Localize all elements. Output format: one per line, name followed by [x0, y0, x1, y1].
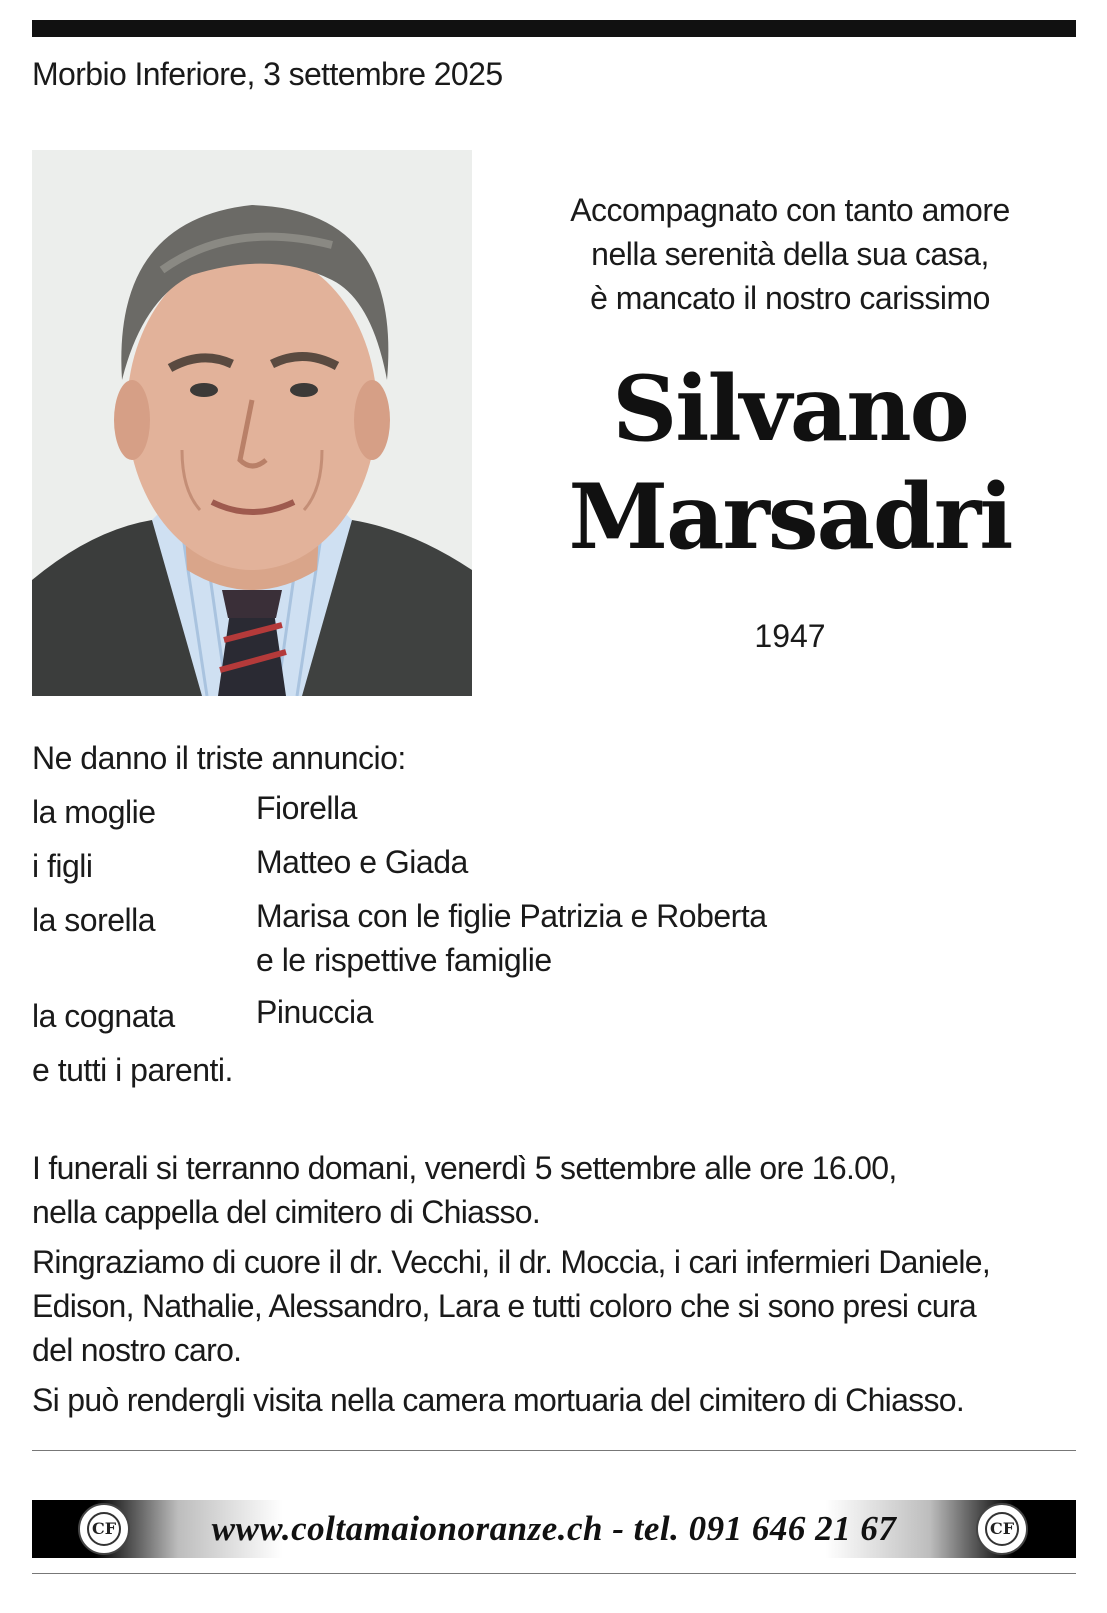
deceased-name: [520, 355, 1060, 571]
portrait-photo: [32, 150, 472, 696]
relative-name-line: Fiorella: [256, 790, 357, 826]
footer-contact: www.coltamaionoranze.ch - tel. 091 646 21 67: [211, 1509, 897, 1548]
funeral-paragraph: [32, 1146, 1092, 1234]
seal-monogram-icon: CF: [989, 1519, 1015, 1538]
intro-line: nella serenità della sua casa,: [591, 236, 989, 272]
portrait-illustration: [32, 150, 472, 696]
thanks-line: Ringraziamo di cuore il dr. Vecchi, il dr. Moccia, i cari infermieri Daniele,: [32, 1244, 991, 1280]
funeral-home-footer: [32, 1500, 1076, 1558]
relation-label: la cognata: [32, 998, 175, 1034]
relative-names: [256, 786, 357, 830]
relative-names: [256, 894, 767, 982]
thanks-paragraph: [32, 1240, 1092, 1372]
intro-line: è mancato il nostro carissimo: [590, 280, 990, 316]
seal-monogram-icon: CF: [91, 1519, 117, 1538]
top-black-bar: [32, 20, 1076, 37]
announcement-closing: e tutti i parenti.: [32, 1052, 233, 1088]
thanks-line: del nostro caro.: [32, 1332, 242, 1368]
relation-label: la sorella: [32, 902, 156, 938]
footer-rule-top: [32, 1450, 1076, 1451]
relation-label: i figli: [32, 848, 93, 884]
relative-name-line: Pinuccia: [256, 994, 373, 1030]
footer-rule-bottom: [32, 1573, 1076, 1574]
last-name: Marsadri: [568, 464, 1012, 570]
funeral-home-seal-right: [976, 1503, 1028, 1555]
thanks-line: Edison, Nathalie, Alessandro, Lara e tutti coloro che si sono presi cura: [32, 1288, 976, 1324]
funeral-line: nella cappella del cimitero di Chiasso.: [32, 1194, 541, 1230]
relative-name-line: Marisa con le figlie Patrizia e Roberta: [256, 898, 767, 934]
announcement-heading: Ne danno il triste annuncio:: [32, 740, 406, 776]
relative-name-line: e le rispettive famiglie: [256, 942, 552, 978]
funeral-line: I funerali si terranno domani, venerdì 5 settembre alle ore 16.00,: [32, 1150, 897, 1186]
intro-line: Accompagnato con tanto amore: [570, 192, 1010, 228]
relative-names: [256, 990, 373, 1034]
relative-name-line: Matteo e Giada: [256, 844, 468, 880]
date-line: Morbio Inferiore, 3 settembre 2025: [32, 56, 503, 92]
first-name: Silvano: [612, 356, 968, 462]
visit-paragraph: Si può rendergli visita nella camera mortuaria del cimitero di Chiasso.: [32, 1382, 965, 1418]
relative-names: [256, 840, 468, 884]
intro-text: [520, 188, 1060, 320]
birth-year: 1947: [754, 618, 826, 654]
relation-label: la moglie: [32, 794, 156, 830]
